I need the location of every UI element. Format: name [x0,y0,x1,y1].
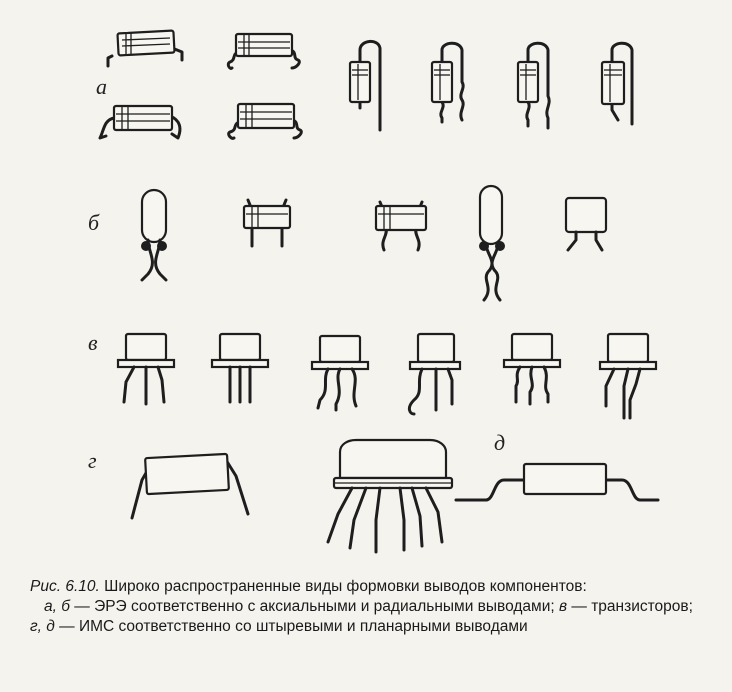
row-label-a: а [96,74,107,99]
row-label-b: б [88,210,100,235]
radial-capacitor-twisted-leads [479,186,505,300]
transistor-1 [118,334,174,404]
radial-resistor-kinked-leads [376,202,426,250]
vertical-axial-hairpin-1 [350,41,380,130]
row-label-g: г [88,448,97,473]
caption-line-2 [30,597,720,617]
axial-resistor-curled-leads [100,106,180,138]
vertical-axial-hairpin-4 [602,43,632,124]
vertical-axial-hairpin-3 [518,43,549,128]
axial-resistor-wavy-leads [228,34,299,68]
caption-text-ab: — ЭРЭ соответственно с аксиальными и радиальными выводами; [74,598,555,615]
caption-letters-ab: а, б [44,598,70,615]
transistor-4 [409,334,460,414]
axial-resistor-zigzag-leads [229,104,302,138]
caption-text-v: — транзисторов; [571,598,693,615]
vertical-axial-hairpin-2 [432,43,463,122]
transistor-6 [600,334,656,418]
caption-letters-gd: г, д [30,618,55,635]
ic-pin-leads-flat [132,454,248,518]
caption-title: Широко распространенные виды формовки выводов компонентов: [104,578,587,595]
caption-figure-label: Рис. 6.10. [30,578,100,595]
transistor-5 [504,334,560,404]
caption-line-1 [30,577,720,597]
transistor-3 [312,336,368,410]
radial-capacitor-square [566,198,606,250]
ic-planar-leads [456,464,658,500]
transistor-2 [212,334,268,402]
figure-caption [30,577,720,637]
caption-text-gd: — ИМС соответственно со штыревыми и планарными выводами [59,618,528,635]
caption-letter-v: в [558,598,568,615]
radial-capacitor-crossed-leads [141,190,167,280]
radial-resistor-straight-leads [244,200,290,246]
row-label-d: д [494,430,506,455]
ic-pin-leads-round [328,440,452,552]
axial-resistor-bent-short [108,31,182,66]
row-label-v: в [88,330,98,355]
caption-line-3 [30,617,720,637]
